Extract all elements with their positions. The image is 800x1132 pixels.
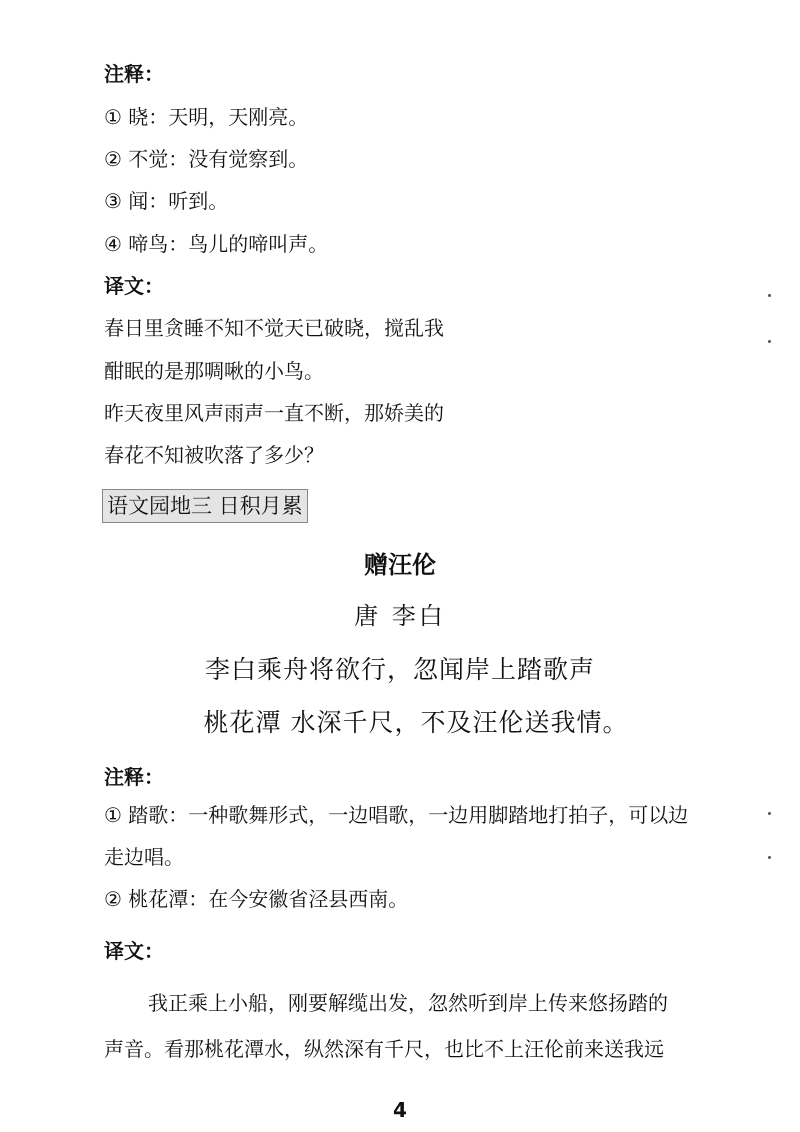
translation-heading: 译文： [104, 274, 164, 298]
translation-line: 春日里贪睡不知不觉天已破晓，搅乱我 [104, 316, 444, 340]
translation-heading: 译文： [104, 939, 164, 963]
translation-line: 春花不知被吹落了多少？ [104, 443, 324, 467]
note-item: ② 不觉：没有觉察到。 [104, 147, 309, 171]
note-item: ① 踏歌：一种歌舞形式，一边唱歌，一边用脚踏地打拍子，可以边 [104, 803, 689, 827]
note-item: 走边唱。 [104, 845, 184, 869]
scan-speck [768, 294, 771, 297]
notes-heading: 注释： [104, 62, 164, 86]
poem-author: 唐 李白 [354, 602, 446, 630]
translation-line: 声音。看那桃花潭水，纵然深有千尺，也比不上汪伦前来送我远 [104, 1037, 664, 1061]
note-item: ④ 啼鸟：鸟儿的啼叫声。 [104, 232, 329, 256]
note-item: ① 晓：天明，天刚亮。 [104, 105, 309, 129]
poem-title: 赠汪伦 [364, 551, 436, 579]
scan-speck [768, 340, 771, 343]
translation-line: 我正乘上小船，刚要解缆出发，忽然听到岸上传来悠扬踏的 [148, 991, 668, 1015]
poem-line: 桃花潭 水深千尺，不及汪伦送我情。 [203, 708, 629, 737]
scan-speck [768, 856, 771, 859]
section-label: 语文园地三 日积月累 [102, 489, 308, 523]
translation-line: 昨天夜里风声雨声一直不断，那娇美的 [104, 401, 444, 425]
scan-speck [768, 812, 771, 815]
note-item: ② 桃花潭：在今安徽省泾县西南。 [104, 887, 409, 911]
notes-heading: 注释： [104, 765, 164, 789]
translation-line: 酣眠的是那啁啾的小鸟。 [104, 359, 324, 383]
note-item: ③ 闻：听到。 [104, 189, 229, 213]
poem-line: 李白乘舟将欲行，忽闻岸上踏歌声 [204, 655, 595, 684]
page-number: 4 [393, 1098, 407, 1122]
